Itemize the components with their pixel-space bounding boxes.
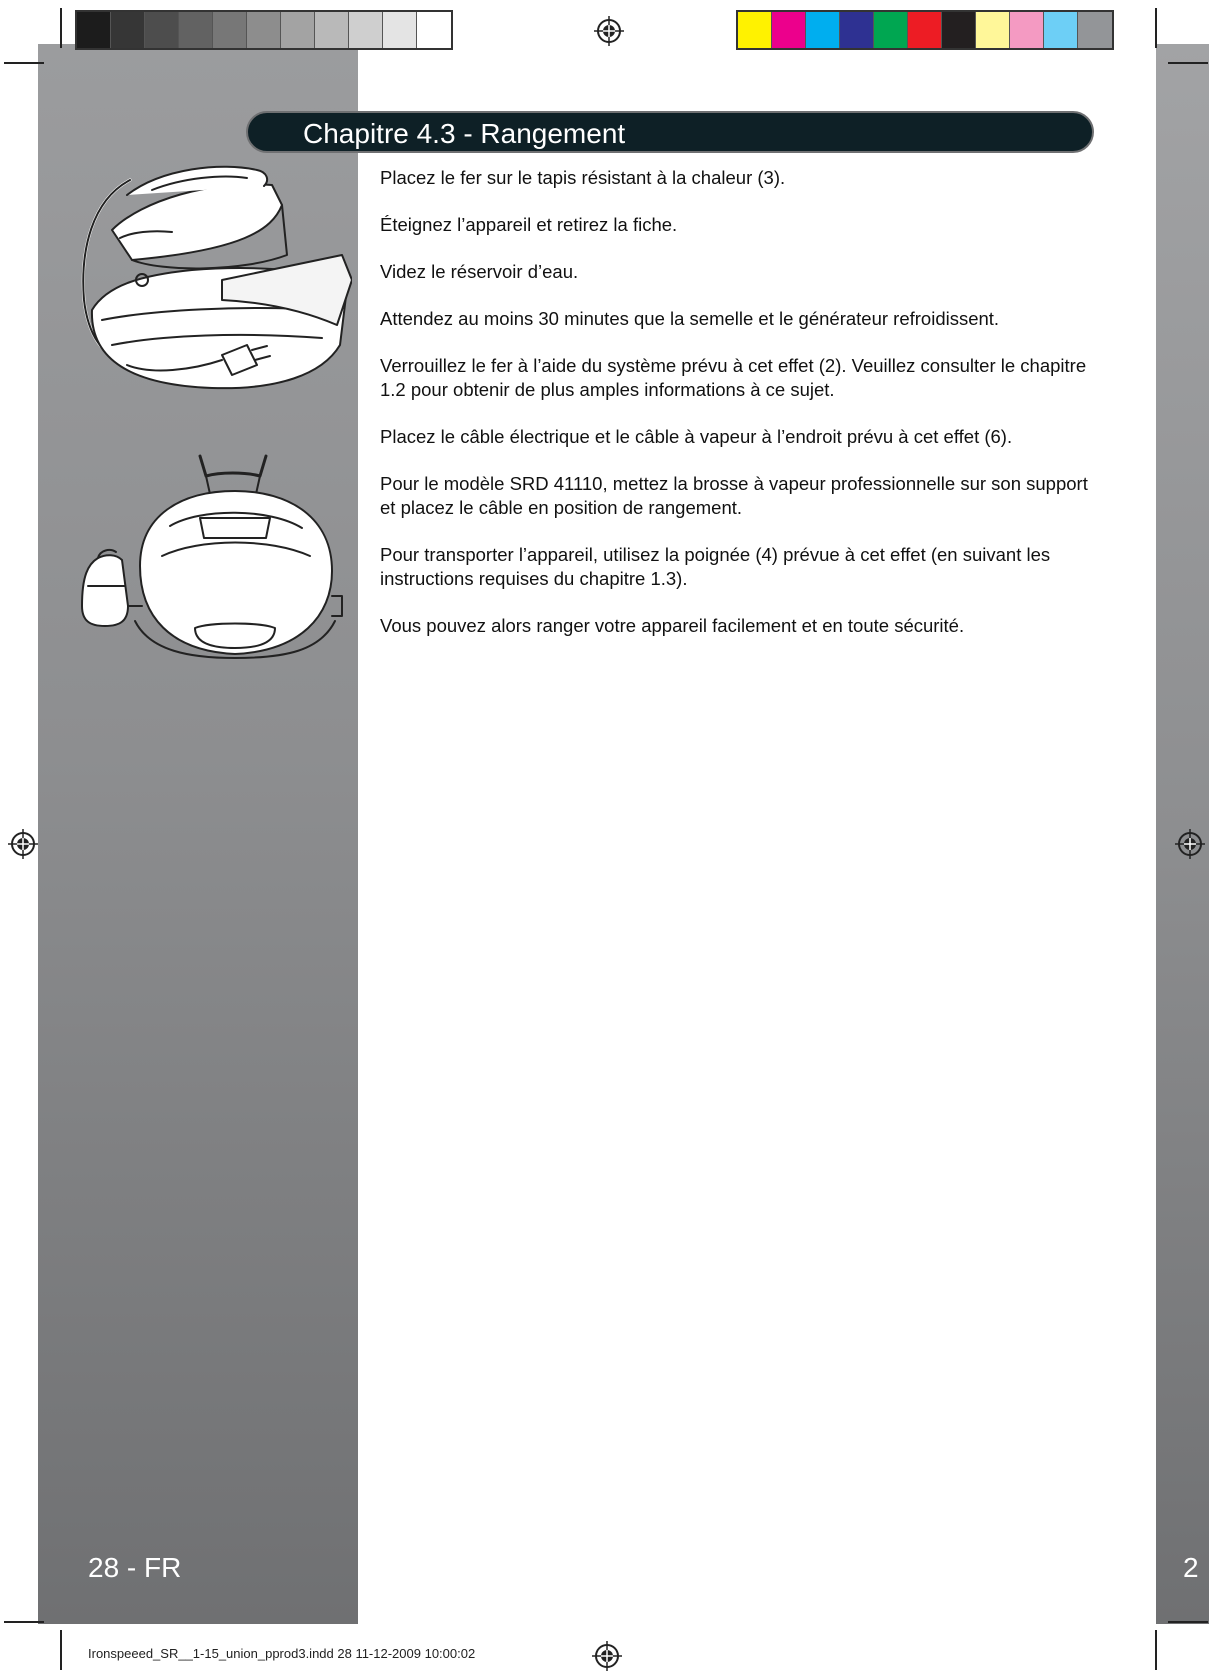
process-color-swatch (738, 12, 772, 48)
chapter-title: Chapitre 4.3 - Rangement (246, 111, 1094, 153)
paragraph: Videz le réservoir d’eau. (380, 261, 579, 282)
process-color-swatch (908, 12, 942, 48)
crop-mark-top-left-h (4, 62, 44, 64)
crop-mark-bottom-right-v (1155, 1630, 1157, 1670)
right-page-number-fragment: 2 (1183, 1552, 1199, 1583)
crop-mark-top-right-v (1155, 8, 1157, 48)
grayscale-swatch (179, 12, 213, 48)
steam-iron-generator-side-icon (72, 160, 352, 410)
paragraph: Verrouillez le fer à l’aide du système prévu à cet effet (2). Veuillez consulter le chapitre 1.2 pour obtenir de plus amples informations à ce sujet. (380, 355, 1087, 400)
registration-mark-icon (7, 828, 39, 860)
instructions-text (380, 166, 1100, 661)
grayscale-swatch (77, 12, 111, 48)
crop-mark-top-left-v (60, 8, 62, 48)
paragraph: Éteignez l’appareil et retirez la fiche. (380, 214, 678, 235)
process-color-swatch (874, 12, 908, 48)
process-color-swatch (942, 12, 976, 48)
paragraph: Vous pouvez alors ranger votre appareil facilement et en toute sécurité. (380, 615, 965, 636)
registration-mark-icon (1174, 828, 1206, 860)
process-color-swatch (806, 12, 840, 48)
crop-mark-bottom-left-h (4, 1621, 44, 1623)
process-color-bar (736, 10, 1114, 50)
grayscale-swatch (315, 12, 349, 48)
process-color-swatch (1010, 12, 1044, 48)
paragraph: Placez le fer sur le tapis résistant à la chaleur (3). (380, 167, 786, 188)
grayscale-swatch (383, 12, 417, 48)
grayscale-swatch (417, 12, 451, 48)
paragraph: Attendez au moins 30 minutes que la semelle et le générateur refroidissent. (380, 308, 1000, 329)
paragraph: Pour transporter l’appareil, utilisez la poignée (4) prévue à cet effet (en suivant les instructions requises du chapitre 1.3). (380, 544, 1051, 589)
grayscale-swatch (213, 12, 247, 48)
grayscale-color-bar (75, 10, 453, 50)
grayscale-swatch (111, 12, 145, 48)
process-color-swatch (1078, 12, 1112, 48)
file-info-slug: Ironspeeed_SR__1-15_union_pprod3.indd 28 11-12-2009 10:00:02 (88, 1646, 476, 1661)
process-color-swatch (840, 12, 874, 48)
crop-mark-top-right-h (1168, 62, 1208, 64)
paragraph: Placez le câble électrique et le câble à vapeur à l’endroit prévu à cet effet (6). (380, 426, 1013, 447)
crop-mark-bottom-left-v (60, 1630, 62, 1670)
grayscale-swatch (247, 12, 281, 48)
process-color-swatch (976, 12, 1010, 48)
grayscale-swatch (145, 12, 179, 48)
registration-mark-icon (591, 1640, 623, 1672)
page-number: 28 - FR (88, 1552, 182, 1583)
registration-mark-icon (593, 15, 625, 47)
steam-generator-back-icon (70, 446, 350, 661)
process-color-swatch (772, 12, 806, 48)
paragraph: Pour le modèle SRD 41110, mettez la brosse à vapeur professionnelle sur son support et placez le câble en position de rangement. (380, 473, 1088, 518)
grayscale-swatch (349, 12, 383, 48)
process-color-swatch (1044, 12, 1078, 48)
crop-mark-bottom-right-h (1168, 1621, 1208, 1623)
grayscale-swatch (281, 12, 315, 48)
